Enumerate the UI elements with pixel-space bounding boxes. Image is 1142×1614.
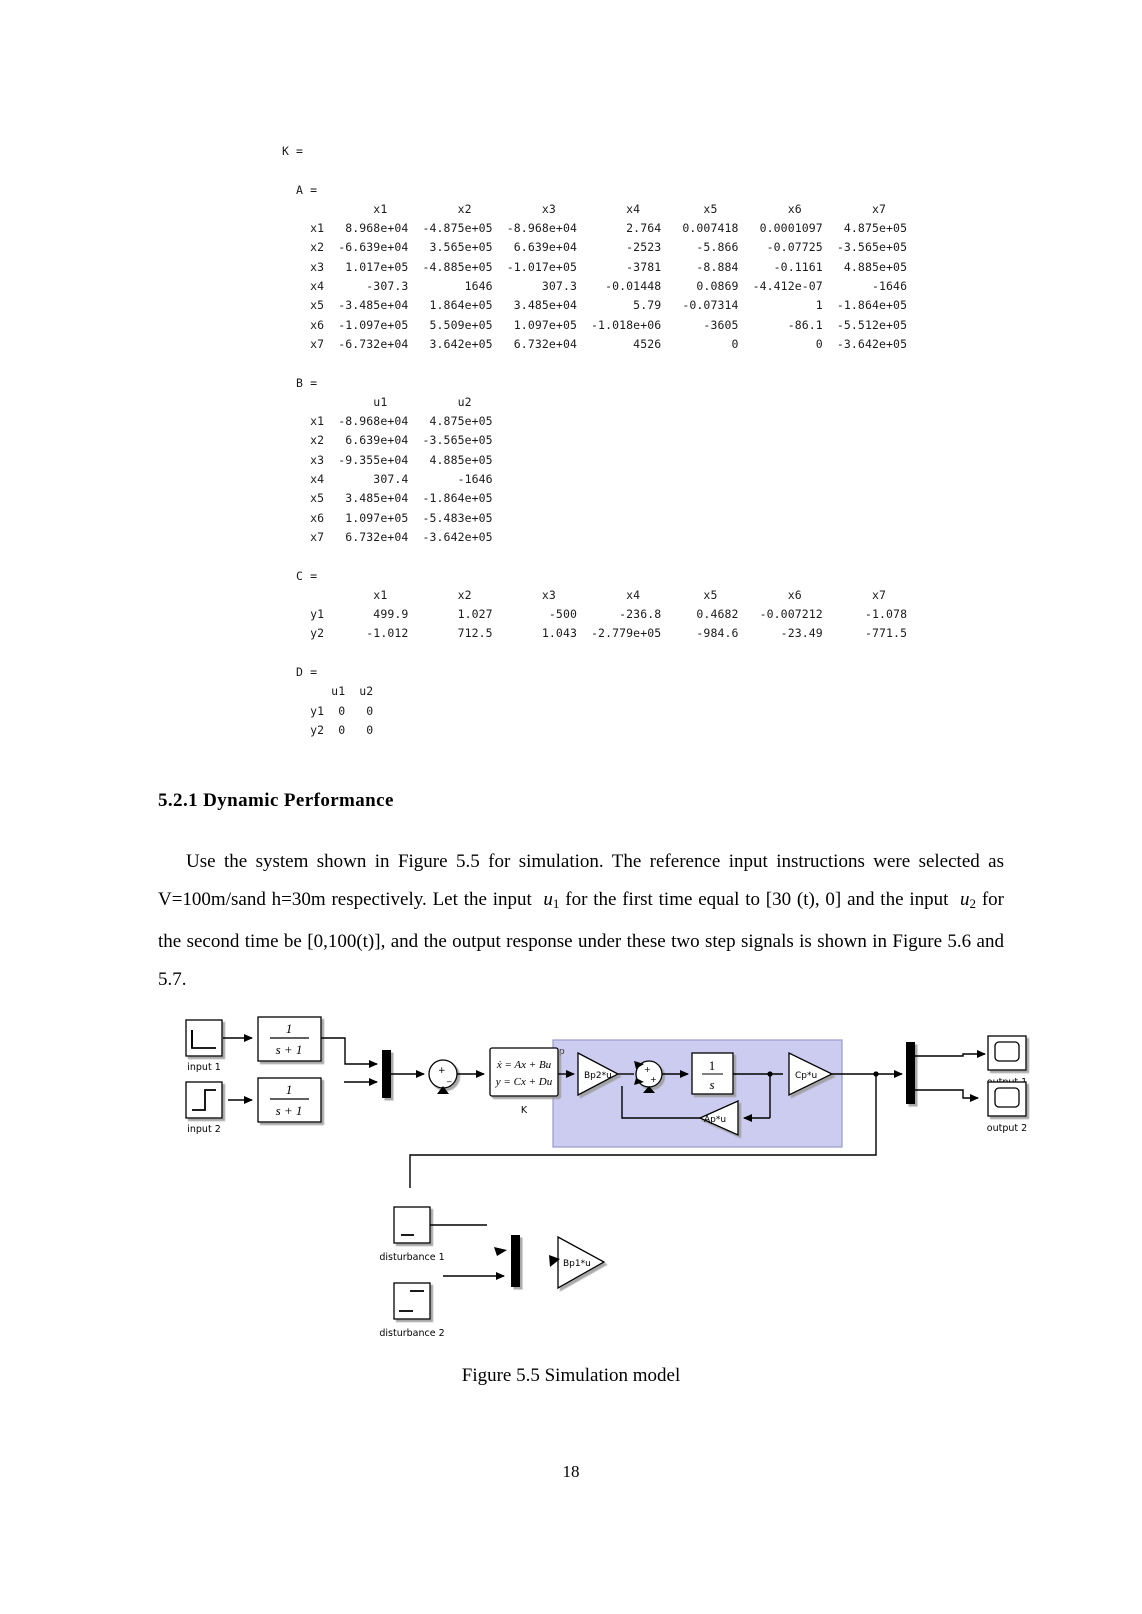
wire-demux-to-output1 xyxy=(915,1054,985,1056)
figure-caption: Figure 5.5 Simulation model xyxy=(461,1365,681,1386)
state-space-equation-2: y = Cx + Du xyxy=(495,1076,553,1088)
scope-block-output2[interactable] xyxy=(988,1082,1026,1116)
console-line: x2 -6.639e+04 3.565e+05 6.639e+04 -2523 -5.866 -0.07725 -3.565e+05 xyxy=(282,240,908,255)
sum2-plus-sign-1: + xyxy=(644,1065,651,1074)
disturbance-1-label: disturbance 1 xyxy=(379,1252,445,1263)
variable-u2-subscript: 2 xyxy=(969,896,977,911)
sum2-plus-sign-2: + xyxy=(650,1075,657,1084)
console-line: y2 0 0 xyxy=(282,722,374,737)
output-2-label: output 2 xyxy=(986,1123,1028,1134)
gain-cp-label: Cp*u xyxy=(795,1071,818,1081)
input-2-step-block[interactable] xyxy=(186,1082,222,1118)
state-space-block-K[interactable] xyxy=(490,1048,558,1096)
gain-bp1-label: Bp1*u xyxy=(563,1259,591,1269)
console-line: D = xyxy=(282,665,325,680)
disturbance-1-block[interactable] xyxy=(394,1207,430,1243)
variable-u1: u xyxy=(543,889,553,910)
console-line: y2 -1.012 712.5 1.043 -2.779e+05 -984.6 -23.49 -771.5 xyxy=(282,626,908,641)
mux-block-2[interactable] xyxy=(511,1235,520,1287)
wire-demux-to-output2 xyxy=(915,1090,978,1098)
wire-tf1-to-mux xyxy=(321,1038,377,1064)
console-line: x3 -9.355e+04 4.885e+05 xyxy=(282,452,493,467)
transfer-1-numerator: 1 xyxy=(285,1021,293,1036)
console-line: x1 x2 x3 x4 x5 x6 x7 xyxy=(282,587,887,602)
subsystem-label-p: p xyxy=(559,1047,565,1057)
console-line: A = xyxy=(282,182,325,197)
mux2-input-arrow-top xyxy=(494,1247,507,1256)
console-line: x3 1.017e+05 -4.885e+05 -1.017e+05 -3781 -8.884 -0.1161 4.885e+05 xyxy=(282,259,908,274)
variable-u1-subscript: 1 xyxy=(552,896,560,911)
console-line: x6 1.097e+05 -5.483e+05 xyxy=(282,510,493,525)
gain-ap-label: Ap*u xyxy=(704,1115,727,1125)
variable-u2: u xyxy=(960,889,970,910)
gain-bp2-label: Bp2*u xyxy=(584,1071,612,1081)
body-paragraph xyxy=(158,843,1004,999)
section-heading: 5.2.1 Dynamic Performance xyxy=(158,790,394,811)
console-line: x1 -8.968e+04 4.875e+05 xyxy=(282,414,493,429)
console-line: y1 0 0 xyxy=(282,703,374,718)
state-space-label-K: K xyxy=(520,1105,528,1116)
console-blank-line xyxy=(282,547,907,566)
state-space-equation-1: ẋ = Ax + Bu xyxy=(496,1059,552,1071)
input-1-label: input 1 xyxy=(187,1062,221,1073)
integrator-denominator: s xyxy=(709,1077,715,1092)
console-line: x7 6.732e+04 -3.642e+05 xyxy=(282,529,493,544)
console-line: B = xyxy=(282,375,325,390)
console-line: C = xyxy=(282,568,325,583)
scope-block-output1[interactable] xyxy=(988,1036,1026,1070)
console-line: x1 x2 x3 x4 x5 x6 x7 xyxy=(282,201,887,216)
console-line: x5 -3.485e+04 1.864e+05 3.485e+04 5.79 -0.07314 1 -1.864e+05 xyxy=(282,298,908,313)
paragraph-text-part1: Use the system shown in Figure 5.5 for simulation. The reference input instructions were selected as V=100m/sand h=30m respectively. Let the input xyxy=(158,851,1004,910)
console-blank-line xyxy=(282,644,907,663)
disturbance-2-label: disturbance 2 xyxy=(379,1328,445,1339)
transfer-1-denominator: s + 1 xyxy=(275,1042,303,1057)
console-blank-line xyxy=(282,161,907,180)
console-line: x6 -1.097e+05 5.509e+05 1.097e+05 -1.018e+06 -3605 -86.1 -5.512e+05 xyxy=(282,317,908,332)
input-2-label: input 2 xyxy=(187,1124,221,1135)
integrator-numerator: 1 xyxy=(708,1058,716,1073)
console-line: x5 3.485e+04 -1.864e+05 xyxy=(282,491,493,506)
console-line: u1 u2 xyxy=(282,394,472,409)
transfer-2-numerator: 1 xyxy=(285,1082,293,1097)
transfer-2-denominator: s + 1 xyxy=(275,1103,303,1118)
console-line: K = xyxy=(282,144,304,158)
console-line: x4 307.4 -1646 xyxy=(282,472,493,487)
sum1-plus-sign: + xyxy=(438,1066,446,1076)
sum1-minus-sign: _ xyxy=(447,1073,452,1083)
console-line: y1 499.9 1.027 -500 -236.8 0.4682 -0.007212 -1.078 xyxy=(282,607,908,622)
console-line: x7 -6.732e+04 3.642e+05 6.732e+04 4526 0 0 -3.642e+05 xyxy=(282,336,908,351)
console-blank-line xyxy=(282,354,907,373)
console-line: u1 u2 xyxy=(282,684,374,699)
matlab-output-block xyxy=(282,142,907,740)
console-line: x4 -307.3 1646 307.3 -0.01448 0.0869 -4.412e-07 -1646 xyxy=(282,279,908,294)
console-line: x1 8.968e+04 -4.875e+05 -8.968e+04 2.764 0.007418 0.0001097 4.875e+05 xyxy=(282,221,908,236)
demux-block[interactable] xyxy=(906,1042,915,1104)
simulink-diagram xyxy=(0,1000,1142,1350)
page-number: 18 xyxy=(562,1462,580,1481)
disturbance-2-block[interactable] xyxy=(394,1283,430,1319)
console-line: x2 6.639e+04 -3.565e+05 xyxy=(282,433,493,448)
paragraph-text-part3: for the second time be [0,100(t)], and the output response under these two step signals is shown in Figure 5.6 and 5.7. xyxy=(158,889,1004,990)
paragraph-text-part2: for the first time equal to [30 (t), 0] and the input xyxy=(559,889,961,910)
mux-block-1[interactable] xyxy=(382,1050,391,1098)
